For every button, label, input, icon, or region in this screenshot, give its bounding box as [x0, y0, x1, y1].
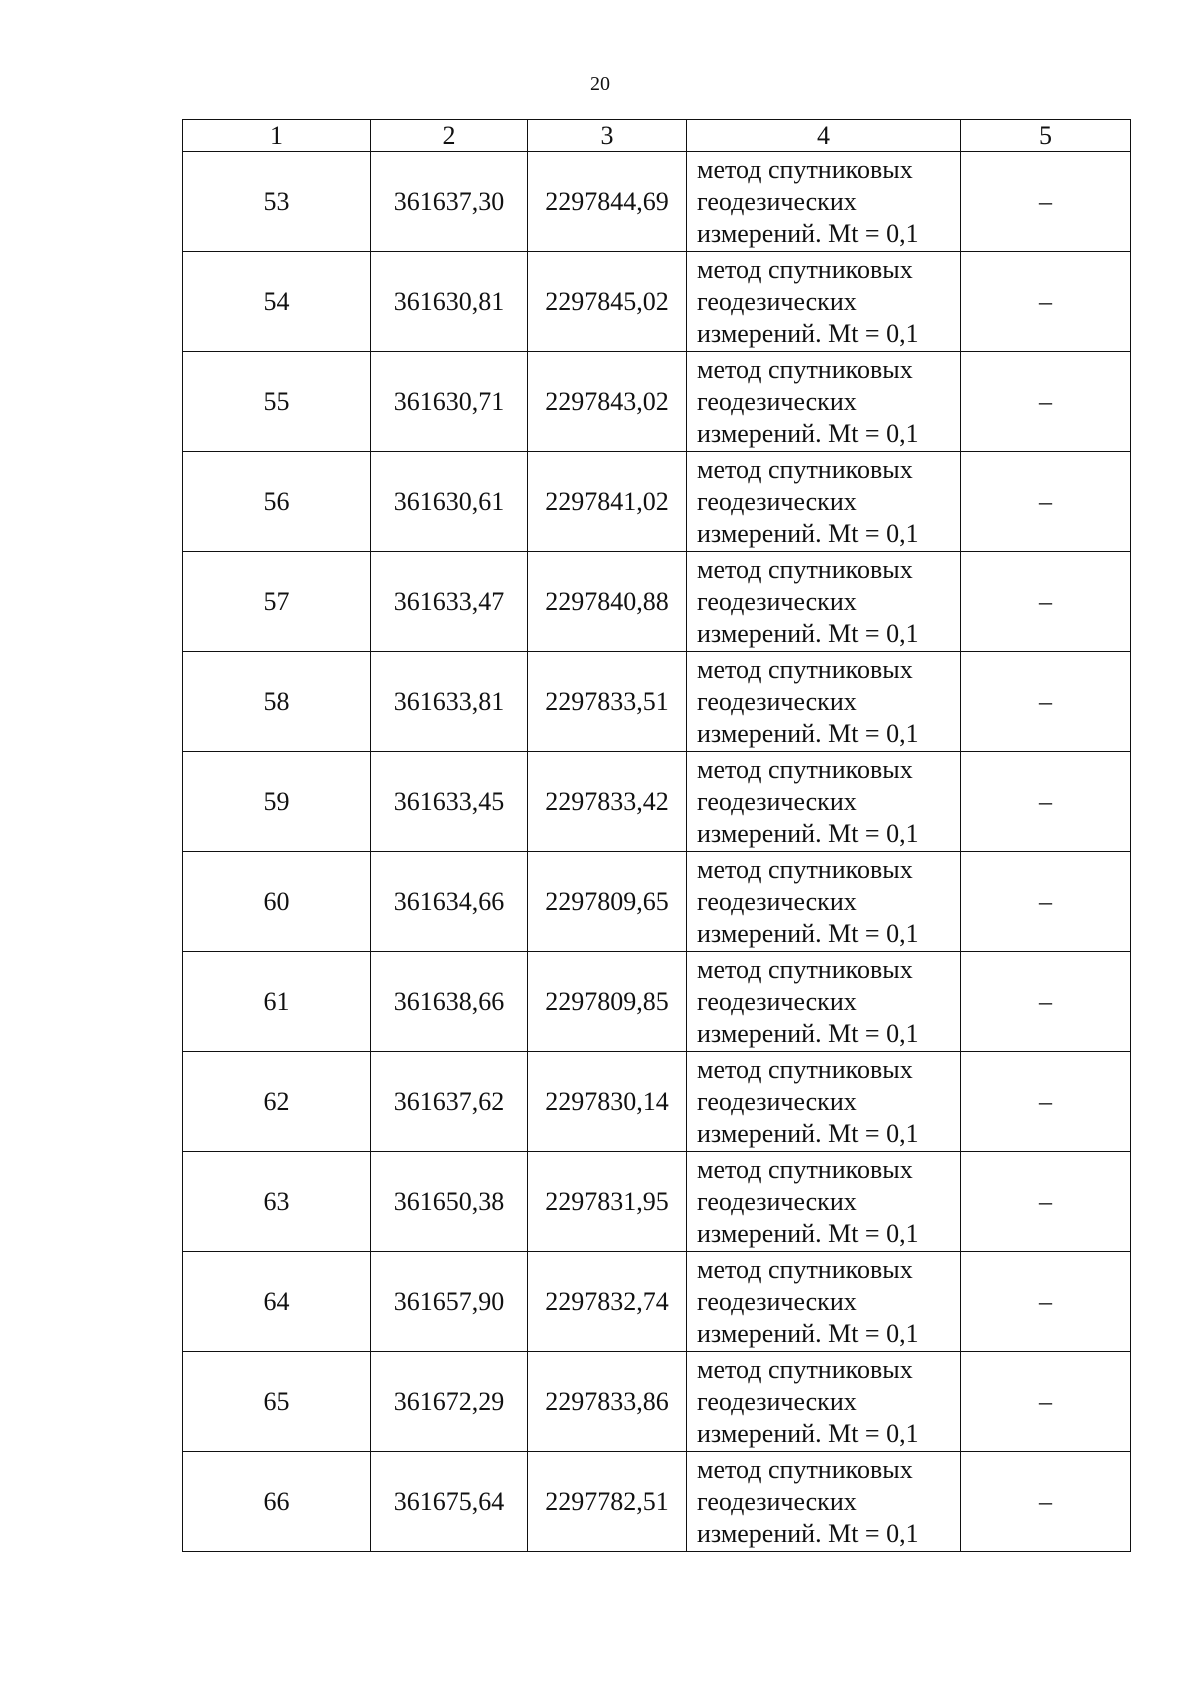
method-line: измерений. Mt = 0,1	[697, 1318, 919, 1348]
coordinates-table	[182, 119, 1131, 1552]
coordinate-y-cell: 2297833,51	[528, 652, 687, 752]
method-cell	[687, 952, 961, 1052]
coordinate-x-cell: 361672,29	[371, 1352, 528, 1452]
point-number-cell: 62	[183, 1052, 371, 1152]
method-line: геодезических	[697, 1486, 857, 1516]
method-line: метод спутниковых	[697, 254, 913, 284]
coordinate-y-cell: 2297832,74	[528, 1252, 687, 1352]
method-line: метод спутниковых	[697, 1254, 913, 1284]
method-line: геодезических	[697, 1186, 857, 1216]
coordinate-y-cell: 2297844,69	[528, 152, 687, 252]
coordinate-x-cell: 361637,30	[371, 152, 528, 252]
table-row	[183, 452, 1131, 552]
note-cell: –	[961, 752, 1131, 852]
point-number-cell: 63	[183, 1152, 371, 1252]
page-number: 20	[590, 73, 610, 95]
method-line: измерений. Mt = 0,1	[697, 1118, 919, 1148]
method-cell	[687, 252, 961, 352]
header-col-5: 5	[961, 120, 1131, 152]
method-line: измерений. Mt = 0,1	[697, 1418, 919, 1448]
method-cell	[687, 452, 961, 552]
point-number-cell: 55	[183, 352, 371, 452]
method-line: геодезических	[697, 986, 857, 1016]
method-line: геодезических	[697, 1286, 857, 1316]
point-number-cell: 57	[183, 552, 371, 652]
coordinate-x-cell: 361657,90	[371, 1252, 528, 1352]
coordinate-x-cell: 361633,81	[371, 652, 528, 752]
method-cell	[687, 852, 961, 952]
table-row	[183, 152, 1131, 252]
note-cell: –	[961, 1252, 1131, 1352]
method-cell	[687, 1052, 961, 1152]
method-line: геодезических	[697, 486, 857, 516]
method-line: измерений. Mt = 0,1	[697, 218, 919, 248]
coordinate-y-cell: 2297809,65	[528, 852, 687, 952]
note-cell: –	[961, 1352, 1131, 1452]
method-line: геодезических	[697, 686, 857, 716]
header-col-1: 1	[183, 120, 371, 152]
note-cell: –	[961, 1452, 1131, 1552]
table-row	[183, 1352, 1131, 1452]
coordinate-y-cell: 2297830,14	[528, 1052, 687, 1152]
point-number-cell: 56	[183, 452, 371, 552]
method-line: геодезических	[697, 386, 857, 416]
table-header	[183, 120, 1131, 152]
coordinate-y-cell: 2297809,85	[528, 952, 687, 1052]
method-line: метод спутниковых	[697, 1354, 913, 1384]
point-number-cell: 66	[183, 1452, 371, 1552]
coordinate-x-cell: 361675,64	[371, 1452, 528, 1552]
coordinate-y-cell: 2297833,42	[528, 752, 687, 852]
point-number-cell: 59	[183, 752, 371, 852]
point-number-cell: 58	[183, 652, 371, 752]
method-line: геодезических	[697, 286, 857, 316]
table-row	[183, 352, 1131, 452]
note-cell: –	[961, 352, 1131, 452]
table-row	[183, 552, 1131, 652]
coordinate-x-cell: 361630,61	[371, 452, 528, 552]
table-row	[183, 852, 1131, 952]
method-line: геодезических	[697, 186, 857, 216]
table-row	[183, 752, 1131, 852]
note-cell: –	[961, 552, 1131, 652]
note-cell: –	[961, 652, 1131, 752]
method-line: метод спутниковых	[697, 354, 913, 384]
method-cell	[687, 652, 961, 752]
point-number-cell: 54	[183, 252, 371, 352]
header-col-2: 2	[371, 120, 528, 152]
method-line: геодезических	[697, 1086, 857, 1116]
coordinate-x-cell: 361637,62	[371, 1052, 528, 1152]
header-col-4: 4	[687, 120, 961, 152]
coordinate-y-cell: 2297845,02	[528, 252, 687, 352]
method-line: метод спутниковых	[697, 154, 913, 184]
coordinate-y-cell: 2297833,86	[528, 1352, 687, 1452]
method-line: метод спутниковых	[697, 754, 913, 784]
note-cell: –	[961, 1052, 1131, 1152]
method-line: метод спутниковых	[697, 854, 913, 884]
method-line: метод спутниковых	[697, 654, 913, 684]
note-cell: –	[961, 1152, 1131, 1252]
method-line: измерений. Mt = 0,1	[697, 818, 919, 848]
note-cell: –	[961, 152, 1131, 252]
method-line: измерений. Mt = 0,1	[697, 1018, 919, 1048]
coordinate-y-cell: 2297782,51	[528, 1452, 687, 1552]
table-row	[183, 952, 1131, 1052]
method-line: измерений. Mt = 0,1	[697, 418, 919, 448]
table-row	[183, 652, 1131, 752]
coordinate-y-cell: 2297843,02	[528, 352, 687, 452]
method-line: геодезических	[697, 786, 857, 816]
table-row	[183, 1052, 1131, 1152]
point-number-cell: 65	[183, 1352, 371, 1452]
coordinate-y-cell: 2297841,02	[528, 452, 687, 552]
method-cell	[687, 1352, 961, 1452]
coordinate-x-cell: 361633,45	[371, 752, 528, 852]
method-line: измерений. Mt = 0,1	[697, 718, 919, 748]
method-cell	[687, 1252, 961, 1352]
method-line: метод спутниковых	[697, 1154, 913, 1184]
note-cell: –	[961, 252, 1131, 352]
method-cell	[687, 1452, 961, 1552]
point-number-cell: 61	[183, 952, 371, 1052]
coordinate-y-cell: 2297831,95	[528, 1152, 687, 1252]
method-line: геодезических	[697, 1386, 857, 1416]
method-line: геодезических	[697, 586, 857, 616]
header-row	[183, 120, 1131, 152]
method-line: метод спутниковых	[697, 1054, 913, 1084]
method-line: измерений. Mt = 0,1	[697, 918, 919, 948]
coordinate-y-cell: 2297840,88	[528, 552, 687, 652]
coordinate-x-cell: 361630,71	[371, 352, 528, 452]
note-cell: –	[961, 452, 1131, 552]
method-cell	[687, 752, 961, 852]
method-line: измерений. Mt = 0,1	[697, 1218, 919, 1248]
note-cell: –	[961, 852, 1131, 952]
coordinate-x-cell: 361630,81	[371, 252, 528, 352]
method-line: измерений. Mt = 0,1	[697, 518, 919, 548]
table-row	[183, 1452, 1131, 1552]
header-col-3: 3	[528, 120, 687, 152]
method-line: измерений. Mt = 0,1	[697, 1518, 919, 1548]
coordinate-x-cell: 361650,38	[371, 1152, 528, 1252]
method-line: метод спутниковых	[697, 554, 913, 584]
method-cell	[687, 552, 961, 652]
coordinates-table-container	[182, 119, 1130, 1552]
method-line: метод спутниковых	[697, 1454, 913, 1484]
note-cell: –	[961, 952, 1131, 1052]
point-number-cell: 64	[183, 1252, 371, 1352]
method-cell	[687, 1152, 961, 1252]
method-line: геодезических	[697, 886, 857, 916]
point-number-cell: 60	[183, 852, 371, 952]
table-row	[183, 1152, 1131, 1252]
point-number-cell: 53	[183, 152, 371, 252]
method-line: измерений. Mt = 0,1	[697, 318, 919, 348]
method-cell	[687, 152, 961, 252]
table-row	[183, 252, 1131, 352]
coordinate-x-cell: 361634,66	[371, 852, 528, 952]
method-line: метод спутниковых	[697, 454, 913, 484]
table-row	[183, 1252, 1131, 1352]
method-line: метод спутниковых	[697, 954, 913, 984]
method-line: измерений. Mt = 0,1	[697, 618, 919, 648]
method-cell	[687, 352, 961, 452]
coordinate-x-cell: 361638,66	[371, 952, 528, 1052]
table-body	[183, 152, 1131, 1552]
coordinate-x-cell: 361633,47	[371, 552, 528, 652]
